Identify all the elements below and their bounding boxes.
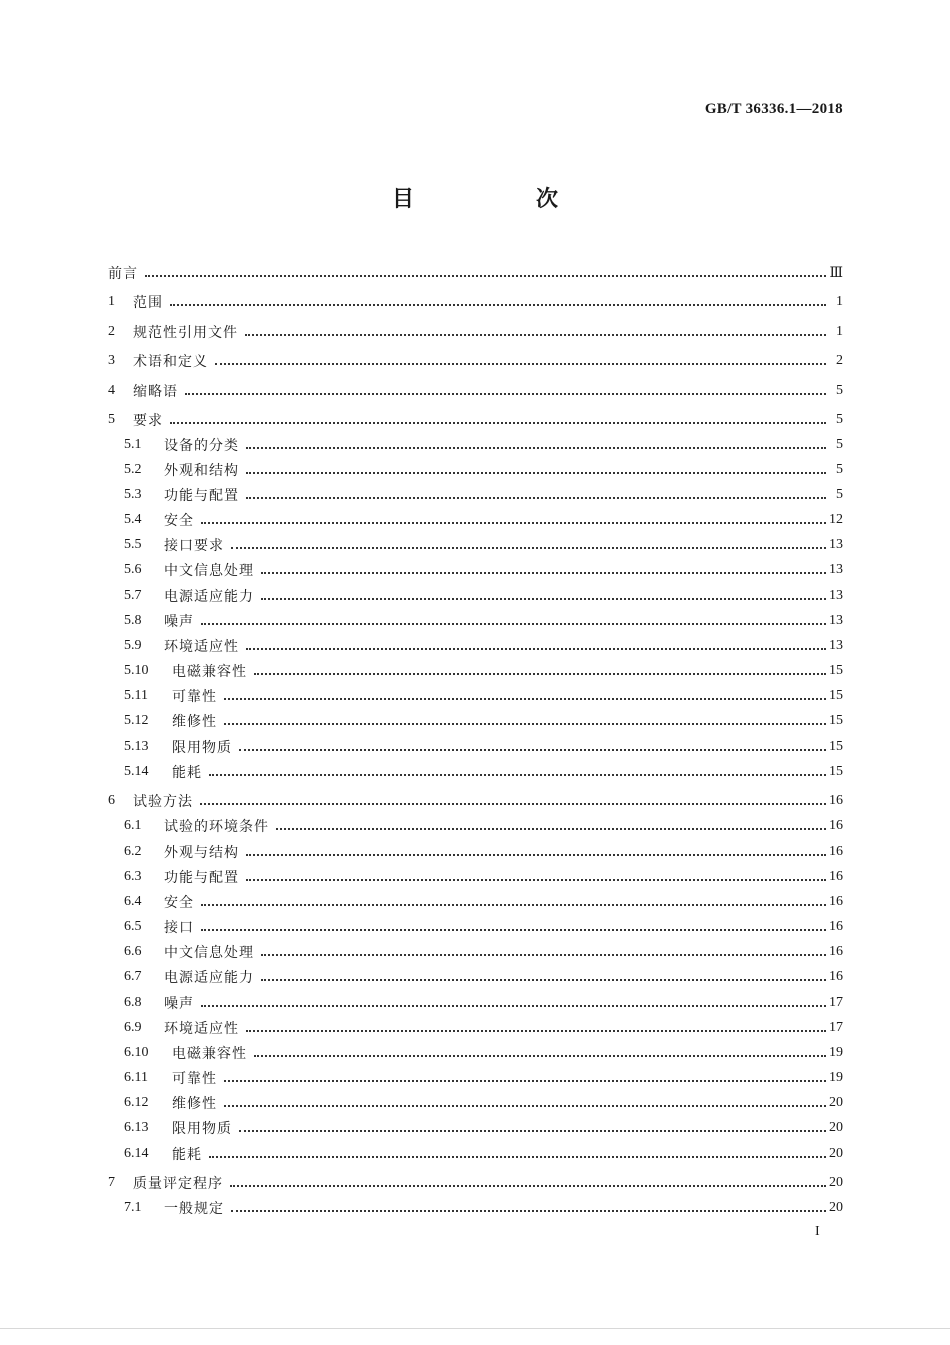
toc-entry-label: 设备的分类 <box>164 438 239 454</box>
toc-entry[interactable] <box>124 1067 843 1089</box>
toc-entry-number: 5.13 <box>124 739 149 754</box>
toc-entry[interactable] <box>108 321 843 343</box>
toc-entry-page: 5 <box>836 412 843 427</box>
toc-dot-leader <box>170 421 826 424</box>
toc-entry-label: 可靠性 <box>172 1071 217 1087</box>
toc-entry-page: 15 <box>829 688 843 703</box>
toc-entry-number: 6.7 <box>124 969 142 984</box>
toc-entry-page: 15 <box>829 713 843 728</box>
standard-code: GB/T 36336.1—2018 <box>704 101 843 117</box>
toc-dot-leader <box>246 853 826 856</box>
toc-dot-leader <box>200 802 826 805</box>
toc-entry-label: 接口要求 <box>164 538 224 554</box>
toc-entry-number: 5.5 <box>124 537 142 552</box>
toc-entry-number: 5 <box>108 412 115 427</box>
toc-entry[interactable] <box>124 736 843 758</box>
toc-entry-label: 噪声 <box>164 614 194 630</box>
toc-entry-number: 6 <box>108 793 115 808</box>
toc-entry-label: 功能与配置 <box>164 870 239 886</box>
toc-dot-leader <box>170 303 826 306</box>
toc-entry-number: 6.14 <box>124 1146 149 1161</box>
toc-entry[interactable] <box>108 1172 843 1194</box>
toc-dot-leader <box>201 928 826 931</box>
toc-dot-leader <box>224 722 826 725</box>
toc-dot-leader <box>239 748 826 751</box>
toc-entry[interactable] <box>124 710 843 732</box>
toc-entry[interactable] <box>124 585 843 607</box>
toc-entry-number: 7 <box>108 1175 115 1190</box>
toc-dot-leader <box>209 1155 826 1158</box>
toc-entry-label: 中文信息处理 <box>164 563 254 579</box>
toc-entry-page: 13 <box>829 638 843 653</box>
toc-dot-leader <box>145 274 826 277</box>
toc-entry-label: 要求 <box>133 413 163 429</box>
toc-dot-leader <box>261 597 826 600</box>
toc-entry-page: 13 <box>829 613 843 628</box>
toc-entry-number: 3 <box>108 353 115 368</box>
toc-entry-page: 13 <box>829 588 843 603</box>
toc-entry-page: 5 <box>836 437 843 452</box>
toc-entry-label: 维修性 <box>172 714 217 730</box>
bottom-divider <box>0 1328 950 1329</box>
toc-entry-number: 6.8 <box>124 995 142 1010</box>
toc-entry-label: 环境适应性 <box>164 1021 239 1037</box>
toc-entry-number: 5.2 <box>124 462 142 477</box>
toc-entry-page: 16 <box>829 818 843 833</box>
toc-entry-label: 限用物质 <box>172 740 232 756</box>
toc-entry-page: 20 <box>829 1095 843 1110</box>
toc-dot-leader <box>245 333 826 336</box>
toc-dot-leader <box>231 1209 826 1212</box>
toc-entry[interactable] <box>124 966 843 988</box>
toc-dot-leader <box>246 471 826 474</box>
toc-entry-page: 16 <box>829 844 843 859</box>
toc-entry-number: 6.3 <box>124 869 142 884</box>
toc-entry-number: 5.6 <box>124 562 142 577</box>
toc-entry-label: 电源适应能力 <box>164 589 254 605</box>
toc-entry-page: 19 <box>829 1070 843 1085</box>
toc-entry-number: 6.9 <box>124 1020 142 1035</box>
toc-entry-label: 质量评定程序 <box>133 1176 223 1192</box>
toc-entry-page: 16 <box>829 869 843 884</box>
toc-entry[interactable] <box>108 291 843 313</box>
toc-entry-label: 规范性引用文件 <box>133 325 238 341</box>
toc-entry-page: 16 <box>829 969 843 984</box>
toc-entry-page: 15 <box>829 739 843 754</box>
toc-dot-leader <box>239 1129 826 1132</box>
toc-entry[interactable] <box>124 866 843 888</box>
toc-entry-page: 16 <box>829 793 843 808</box>
toc-entry[interactable] <box>124 1117 843 1139</box>
toc-entry[interactable] <box>108 262 843 284</box>
toc-entry-number: 5.7 <box>124 588 142 603</box>
toc-dot-leader <box>246 446 826 449</box>
toc-entry-label: 能耗 <box>172 1147 202 1163</box>
toc-entry-page: 16 <box>829 894 843 909</box>
toc-entry-number: 6.6 <box>124 944 142 959</box>
toc-dot-leader <box>276 827 826 830</box>
toc-entry-number: 6.11 <box>124 1070 148 1085</box>
toc-entry-label: 电磁兼容性 <box>172 664 247 680</box>
toc-entry[interactable] <box>124 761 843 783</box>
toc-entry-page: 15 <box>829 764 843 779</box>
toc-entry[interactable] <box>124 1092 843 1114</box>
toc-entry-label: 电源适应能力 <box>164 970 254 986</box>
toc-entry[interactable] <box>124 484 843 506</box>
toc-entry-number: 5.8 <box>124 613 142 628</box>
toc-entry-page: Ⅲ <box>829 265 843 281</box>
toc-entry[interactable] <box>124 509 843 531</box>
toc-entry-label: 安全 <box>164 895 194 911</box>
toc-dot-leader <box>224 697 826 700</box>
toc-dot-leader <box>224 1079 826 1082</box>
toc-entry[interactable] <box>124 1017 843 1039</box>
toc-entry-label: 术语和定义 <box>133 354 208 370</box>
toc-entry-page: 17 <box>829 995 843 1010</box>
toc-entry-label: 噪声 <box>164 996 194 1012</box>
toc-entry-number: 5.10 <box>124 663 149 678</box>
toc-entry[interactable] <box>124 1042 843 1064</box>
toc-dot-leader <box>201 903 826 906</box>
toc-entry[interactable] <box>124 891 843 913</box>
toc-entry-number: 5.3 <box>124 487 142 502</box>
page-number: I <box>815 1224 820 1239</box>
toc-entry-label: 外观与结构 <box>164 845 239 861</box>
toc-entry-number: 4 <box>108 383 115 398</box>
toc-dot-leader <box>230 1184 826 1187</box>
toc-entry[interactable] <box>108 380 843 402</box>
toc-entry[interactable] <box>124 459 843 481</box>
toc-entry[interactable] <box>124 841 843 863</box>
toc-entry[interactable] <box>124 434 843 456</box>
toc-entry-page: 20 <box>829 1175 843 1190</box>
toc-entry-label: 可靠性 <box>172 689 217 705</box>
toc-entry-number: 6.10 <box>124 1045 149 1060</box>
toc-entry-label: 电磁兼容性 <box>172 1046 247 1062</box>
toc-entry[interactable] <box>124 534 843 556</box>
toc-dot-leader <box>261 953 826 956</box>
toc-dot-leader <box>224 1104 826 1107</box>
toc-entry-page: 12 <box>829 512 843 527</box>
toc-dot-leader <box>261 571 826 574</box>
toc-dot-leader <box>246 496 826 499</box>
toc-entry-label: 外观和结构 <box>164 463 239 479</box>
toc-entry-page: 20 <box>829 1200 843 1215</box>
toc-entry[interactable] <box>108 790 843 812</box>
toc-entry[interactable] <box>124 559 843 581</box>
toc-entry-number: 5.4 <box>124 512 142 527</box>
toc-entry-number: 6.12 <box>124 1095 149 1110</box>
toc-entry[interactable] <box>124 1143 843 1165</box>
toc-entry-page: 1 <box>836 294 843 309</box>
toc-entry-label: 试验的环境条件 <box>164 819 269 835</box>
toc-entry-page: 15 <box>829 663 843 678</box>
toc-entry-page: 20 <box>829 1120 843 1135</box>
toc-dot-leader <box>246 1029 826 1032</box>
toc-entry[interactable] <box>124 815 843 837</box>
toc-entry-page: 2 <box>836 353 843 368</box>
toc-dot-leader <box>201 521 826 524</box>
toc-entry[interactable] <box>124 610 843 632</box>
page-title: 目 次 <box>391 187 608 212</box>
toc-entry[interactable] <box>124 916 843 938</box>
toc-entry-number: 5.11 <box>124 688 148 703</box>
toc-entry-label: 维修性 <box>172 1096 217 1112</box>
toc-dot-leader <box>209 773 826 776</box>
toc-entry-label: 前言 <box>108 266 138 282</box>
toc-entry-label: 环境适应性 <box>164 639 239 655</box>
toc-dot-leader <box>254 1054 826 1057</box>
toc-entry-number: 2 <box>108 324 115 339</box>
toc-entry-page: 20 <box>829 1146 843 1161</box>
toc-entry-page: 13 <box>829 537 843 552</box>
toc-dot-leader <box>261 978 826 981</box>
toc-dot-leader <box>246 878 826 881</box>
toc-entry-page: 5 <box>836 383 843 398</box>
toc-entry-page: 13 <box>829 562 843 577</box>
toc-entry[interactable] <box>124 992 843 1014</box>
toc-entry-number: 5.12 <box>124 713 149 728</box>
toc-entry-number: 6.4 <box>124 894 142 909</box>
toc-dot-leader <box>246 647 826 650</box>
toc-dot-leader <box>201 1004 826 1007</box>
toc-entry-label: 范围 <box>133 295 163 311</box>
toc-entry-label: 限用物质 <box>172 1121 232 1137</box>
toc-entry-label: 中文信息处理 <box>164 945 254 961</box>
toc-dot-leader <box>185 392 826 395</box>
toc-entry[interactable] <box>124 1197 843 1219</box>
toc-entry-label: 一般规定 <box>164 1201 224 1217</box>
toc-entry-number: 6.13 <box>124 1120 149 1135</box>
toc-entry-label: 功能与配置 <box>164 488 239 504</box>
toc-entry[interactable] <box>124 635 843 657</box>
toc-entry-page: 17 <box>829 1020 843 1035</box>
toc-entry-number: 7.1 <box>124 1200 142 1215</box>
toc-entry-page: 5 <box>836 462 843 477</box>
toc-entry[interactable] <box>124 941 843 963</box>
toc-entry-page: 1 <box>836 324 843 339</box>
toc-entry-number: 5.1 <box>124 437 142 452</box>
toc-entry-number: 6.5 <box>124 919 142 934</box>
toc-entry-number: 5.9 <box>124 638 142 653</box>
toc-entry-label: 安全 <box>164 513 194 529</box>
toc-entry-page: 16 <box>829 944 843 959</box>
toc-dot-leader <box>231 546 826 549</box>
toc-entry-label: 缩略语 <box>133 384 178 400</box>
toc-entry-number: 1 <box>108 294 115 309</box>
toc-entry[interactable] <box>124 685 843 707</box>
toc-entry-page: 19 <box>829 1045 843 1060</box>
toc-entry-page: 5 <box>836 487 843 502</box>
toc-entry[interactable] <box>108 409 843 431</box>
toc-entry-page: 16 <box>829 919 843 934</box>
toc-entry[interactable] <box>108 350 843 372</box>
toc-dot-leader <box>254 672 826 675</box>
toc-entry-number: 5.14 <box>124 764 149 779</box>
toc-entry-number: 6.1 <box>124 818 142 833</box>
toc-dot-leader <box>201 622 826 625</box>
toc-dot-leader <box>215 362 826 365</box>
toc-entry-label: 试验方法 <box>133 794 193 810</box>
toc-entry-label: 能耗 <box>172 765 202 781</box>
toc-entry[interactable] <box>124 660 843 682</box>
toc-entry-label: 接口 <box>164 920 194 936</box>
toc-entry-number: 6.2 <box>124 844 142 859</box>
